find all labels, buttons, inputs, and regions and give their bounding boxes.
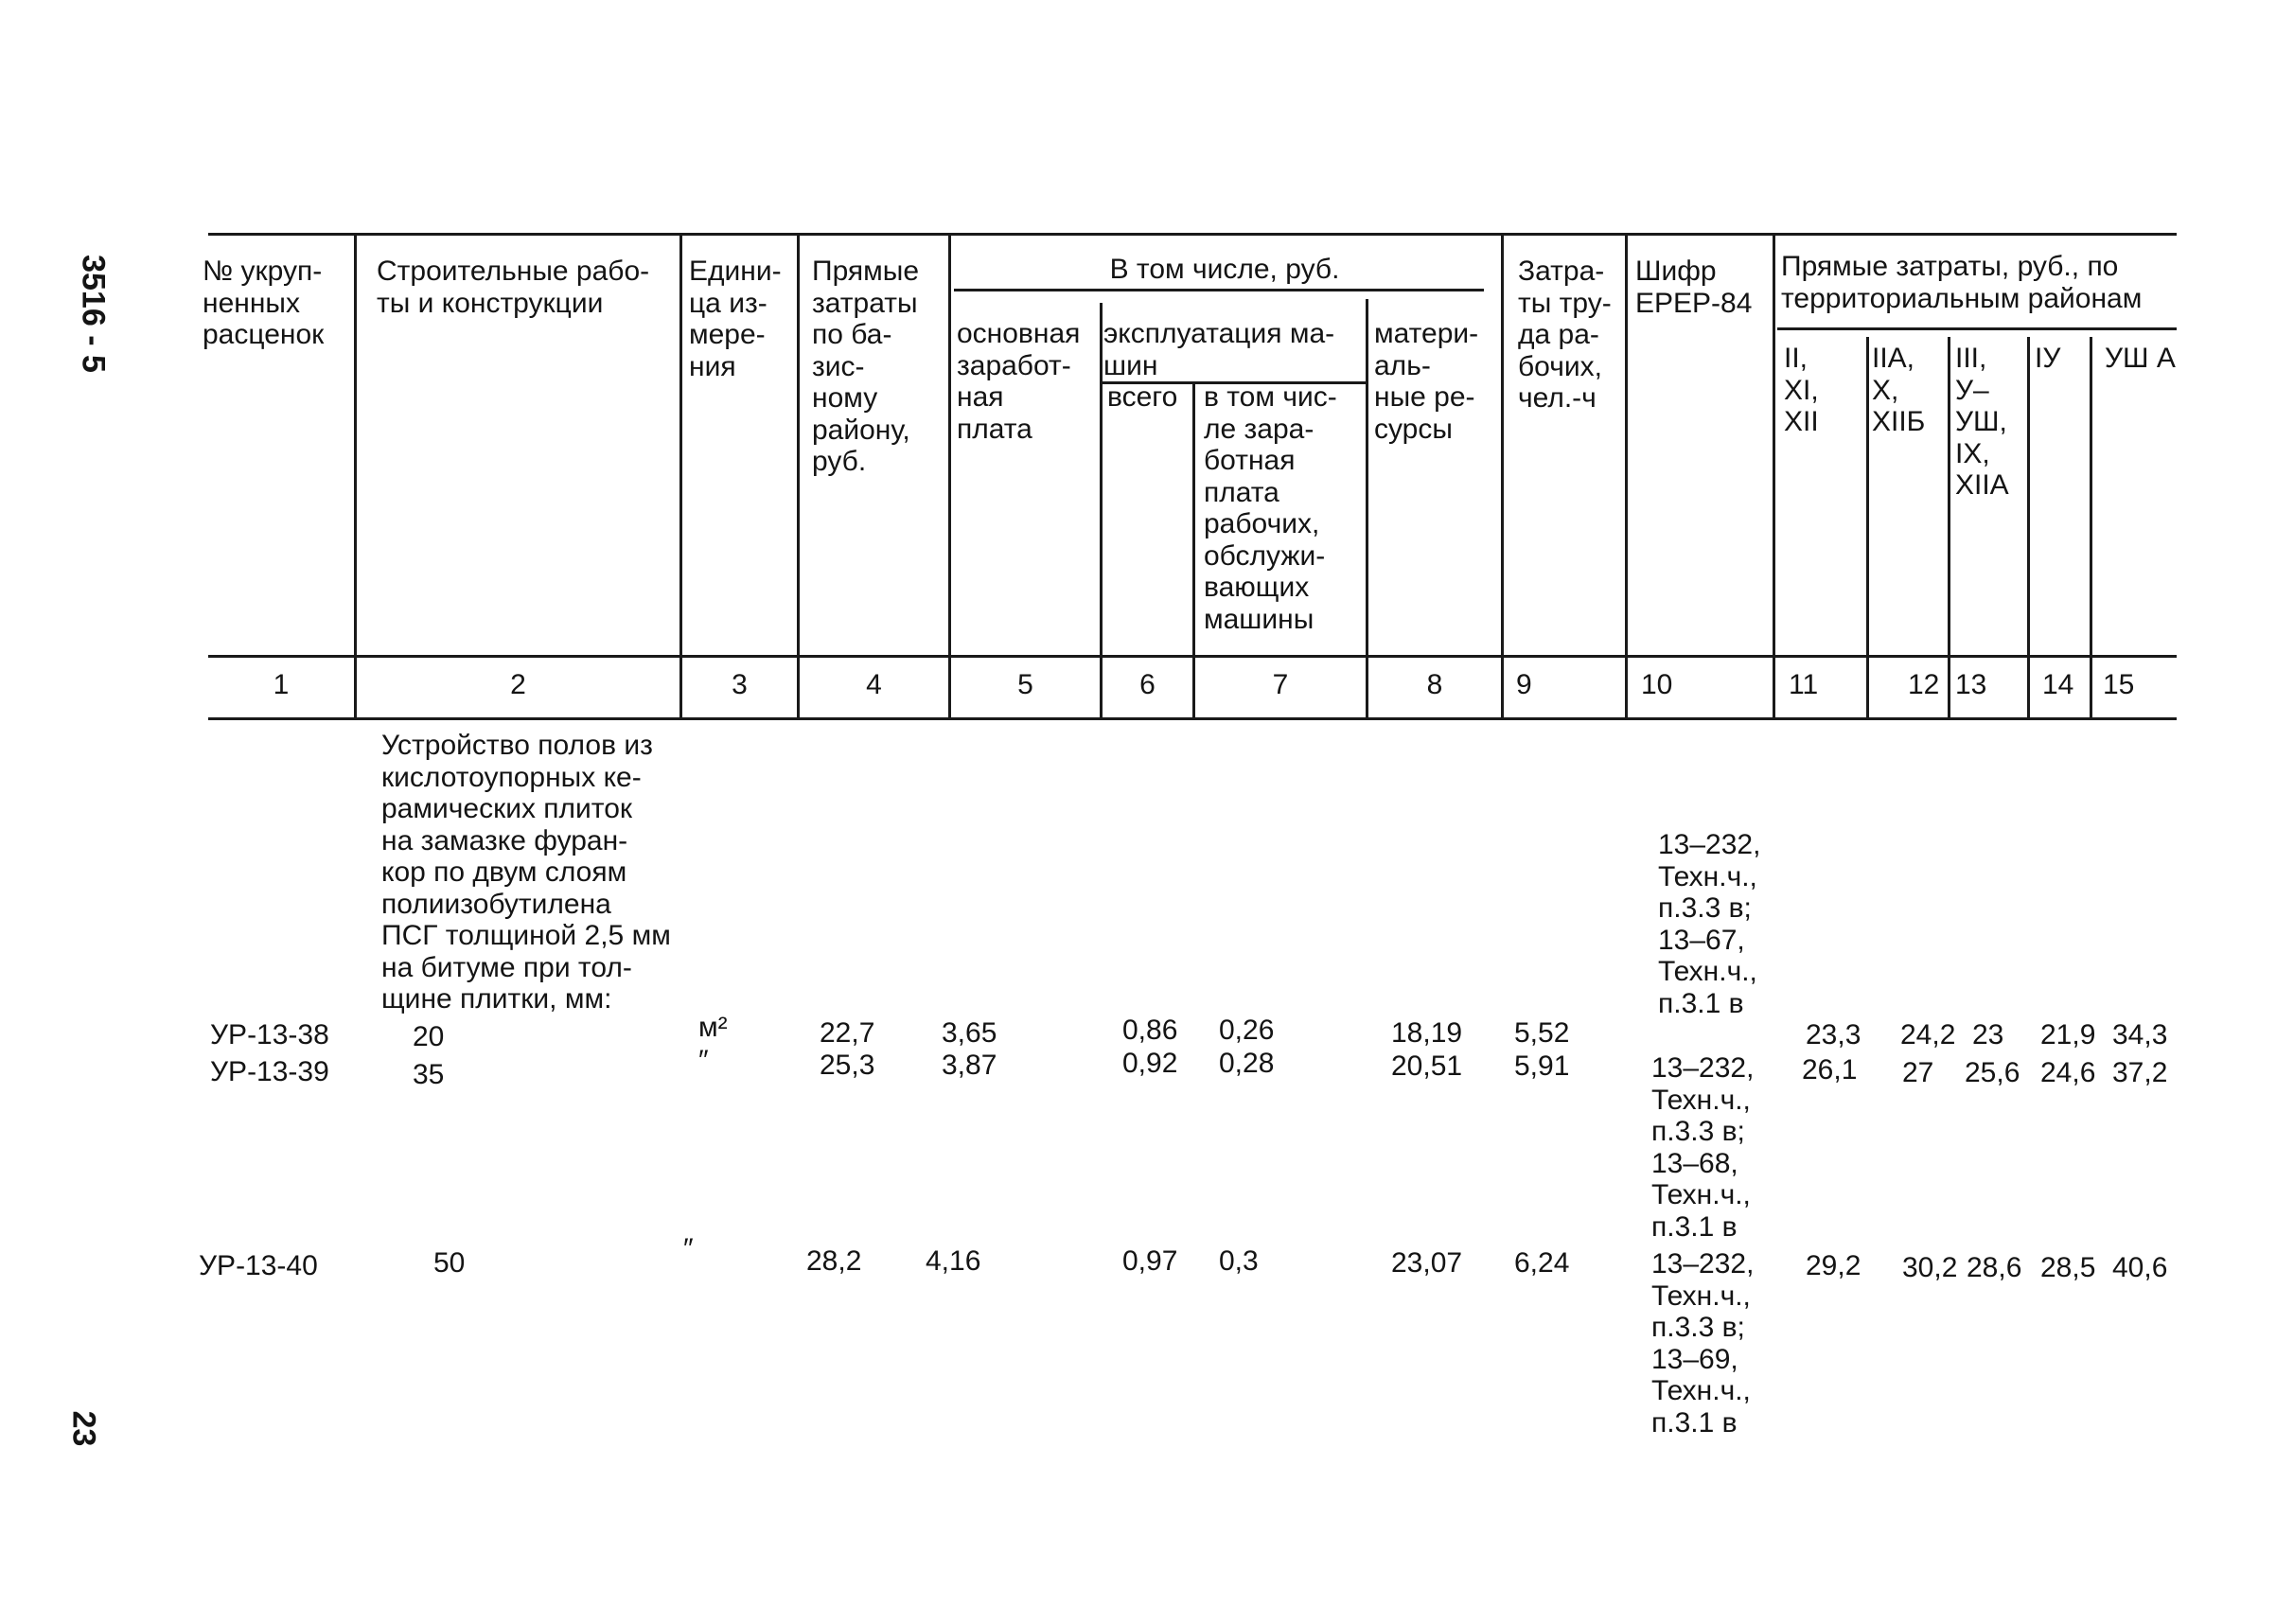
labor: 6,24	[1514, 1247, 1570, 1279]
base-wage: 4,16	[926, 1245, 981, 1277]
region-11: 26,1	[1802, 1054, 1858, 1086]
materials: 23,07	[1391, 1247, 1463, 1279]
direct-cost: 22,7	[820, 1017, 875, 1049]
col-number: 5	[1017, 669, 1033, 700]
cipher: 13–232, Техн.ч., п.3.3 в; 13–69, Техн.ч., п.3.1 в	[1651, 1248, 1755, 1439]
col-number: 8	[1426, 669, 1443, 700]
region-12: 27	[1902, 1057, 1934, 1088]
labor: 5,91	[1514, 1050, 1570, 1082]
header-region-12: IIА, X, XIIБ	[1872, 343, 1926, 437]
region-13: 25,6	[1965, 1057, 2020, 1088]
machine-total: 0,97	[1122, 1245, 1178, 1277]
rate-code: УР-13-40	[199, 1250, 318, 1281]
machine-total: 0,86	[1122, 1015, 1178, 1046]
cipher: 13–232, Техн.ч., п.3.3 в; 13–68, Техн.ч., п.3.1 в	[1651, 1052, 1755, 1243]
col-number: 7	[1272, 669, 1289, 700]
col-number: 12	[1908, 669, 1940, 700]
region-12: 24,2	[1900, 1019, 1956, 1050]
region-12: 30,2	[1902, 1252, 1958, 1283]
region-14: 24,6	[2040, 1057, 2096, 1088]
header-rate-number: № укруп- ненных расценок	[203, 256, 325, 350]
col-number: 6	[1139, 669, 1156, 700]
region-13: 23	[1972, 1019, 2004, 1050]
cipher: 13–232, Техн.ч., п.3.3 в; 13–67, Техн.ч., п.3.1 в	[1658, 829, 1761, 1019]
region-15: 37,2	[2112, 1057, 2168, 1088]
region-15: 34,3	[2112, 1019, 2168, 1050]
machine-total: 0,92	[1122, 1048, 1178, 1079]
region-11: 23,3	[1806, 1019, 1861, 1050]
col-number: 10	[1641, 669, 1673, 700]
page-number: 23	[65, 1410, 102, 1447]
machine-wage: 0,26	[1219, 1015, 1275, 1046]
header-works: Строительные рабо- ты и конструкции	[377, 256, 650, 319]
header-region-15: УШ А	[2105, 343, 2176, 374]
region-14: 21,9	[2040, 1019, 2096, 1050]
labor: 5,52	[1514, 1017, 1570, 1049]
header-machine-total: всего	[1107, 381, 1178, 413]
header-region-14: IУ	[2035, 343, 2061, 374]
machine-wage: 0,28	[1219, 1048, 1275, 1079]
rate-code: УР-13-38	[210, 1019, 329, 1050]
col-number: 14	[2042, 669, 2074, 700]
col-number: 11	[1789, 669, 1819, 700]
rate-code: УР-13-39	[210, 1056, 329, 1087]
col-number: 4	[866, 669, 882, 700]
col-number: 1	[273, 669, 290, 700]
header-cipher: Шифр ЕРЕР-84	[1635, 256, 1753, 319]
unit: ″	[698, 1045, 709, 1076]
header-machine-wage: в том чис- ле зара- ботная плата рабочих, обслужи- вающих машины	[1204, 381, 1337, 635]
col-number: 15	[2103, 669, 2135, 700]
unit: ″	[683, 1233, 694, 1264]
section-title: Устройство полов из кислотоупорных ке- рамических плиток на замазке фуран- кор по двум слоям полиизобутилена ПСГ толщиной 2,5 мм на битуме при тол- щине плитки, мм:	[381, 730, 671, 1015]
region-11: 29,2	[1806, 1250, 1861, 1281]
base-wage: 3,65	[942, 1017, 997, 1049]
region-15: 40,6	[2112, 1252, 2168, 1283]
header-regions: Прямые затраты, руб., по территориальным районам	[1781, 251, 2143, 314]
col-number: 13	[1955, 669, 1987, 700]
col-number: 2	[510, 669, 526, 700]
base-wage: 3,87	[942, 1050, 997, 1081]
direct-cost: 25,3	[820, 1050, 875, 1081]
header-including: В том числе, руб.	[1109, 254, 1340, 285]
header-machine-operation: эксплуатация ма- шин	[1103, 318, 1335, 381]
header-region-11: II, XI, XII	[1784, 343, 1819, 437]
header-direct-costs: Прямые затраты по ба- зис- ному району, руб.	[812, 256, 920, 477]
thickness: 35	[413, 1059, 445, 1090]
header-base-wage: основная заработ- ная плата	[957, 318, 1081, 445]
materials: 18,19	[1391, 1017, 1463, 1049]
region-13: 28,6	[1967, 1252, 2022, 1283]
document-number: 3516 - 5	[75, 255, 112, 373]
header-labor: Затра- ты тру- да ра- бочих, чел.-ч	[1518, 256, 1612, 414]
thickness: 20	[413, 1021, 445, 1052]
header-unit: Едини- ца из- мере- ния	[689, 256, 782, 382]
region-14: 28,5	[2040, 1252, 2096, 1283]
unit: м²	[698, 1012, 728, 1043]
col-number: 9	[1516, 669, 1532, 700]
direct-cost: 28,2	[806, 1245, 862, 1277]
materials: 20,51	[1391, 1050, 1463, 1082]
thickness: 50	[433, 1247, 466, 1279]
header-materials: матери- аль- ные ре- сурсы	[1374, 318, 1479, 445]
machine-wage: 0,3	[1219, 1245, 1259, 1277]
header-region-13: III, У– УШ, IX, XIIА	[1955, 343, 2009, 501]
col-number: 3	[732, 669, 748, 700]
